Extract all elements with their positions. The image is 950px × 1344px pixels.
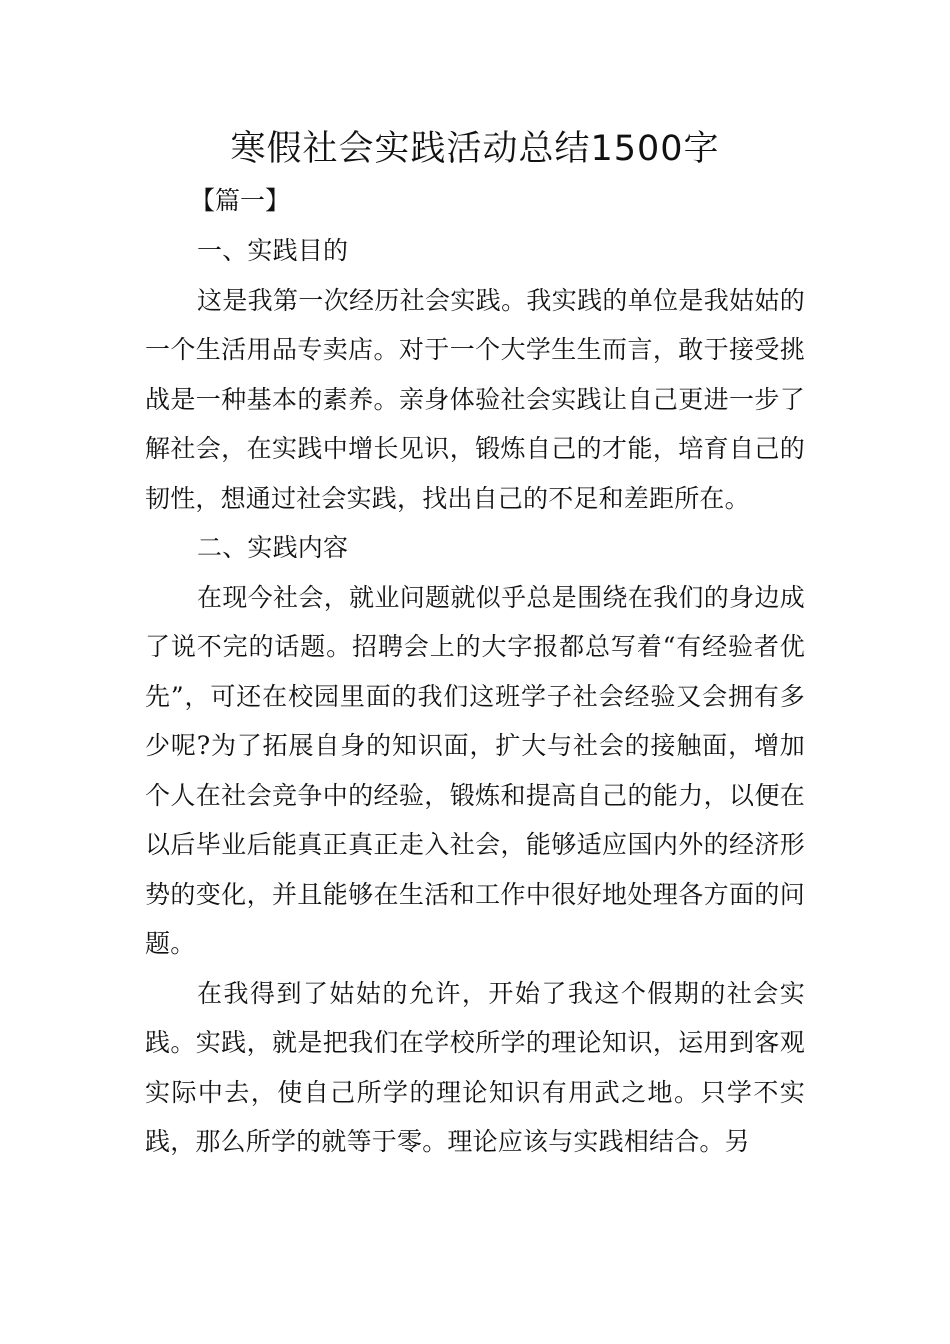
document-body [145, 226, 805, 1167]
document-title: 寒假社会实践活动总结1500字 [230, 129, 720, 169]
section-heading: 一、实践目的 [197, 236, 349, 265]
section-heading: 二、实践内容 [197, 533, 349, 562]
body-paragraph: 这是我第一次经历社会实践。我实践的单位是我姑姑的一个生活用品专卖店。对于一个大学生生而言，敢于接受挑战是一种基本的素养。亲身体验社会实践让自己更进一步了解社会，在实践中增长见识，锻炼自己的才能，培育自己的韧性，想通过社会实践，找出自己的不足和差距所在。 [145, 285, 805, 513]
body-paragraph: 在我得到了姑姑的允许，开始了我这个假期的社会实践。实践，就是把我们在学校所学的理论知识，运用到客观实际中去，使自己所学的理论知识有用武之地。只学不实践，那么所学的就等于零。理论应该与实践相结合。另 [145, 978, 805, 1156]
section-tag: 【篇一】 [190, 186, 291, 215]
body-paragraph: 在现今社会，就业问题就似乎总是围绕在我们的身边成了说不完的话题。招聘会上的大字报都总写着“有经验者优先”，可还在校园里面的我们这班学子社会经验又会拥有多少呢?为了拓展自身的知识面，扩大与社会的接触面，增加个人在社会竞争中的经验，锻炼和提高自己的能力，以便在以后毕业后能真正真正走入社会，能够适应国内外的经济形势的变化，并且能够在生活和工作中很好地处理各方面的问题。 [145, 582, 805, 958]
